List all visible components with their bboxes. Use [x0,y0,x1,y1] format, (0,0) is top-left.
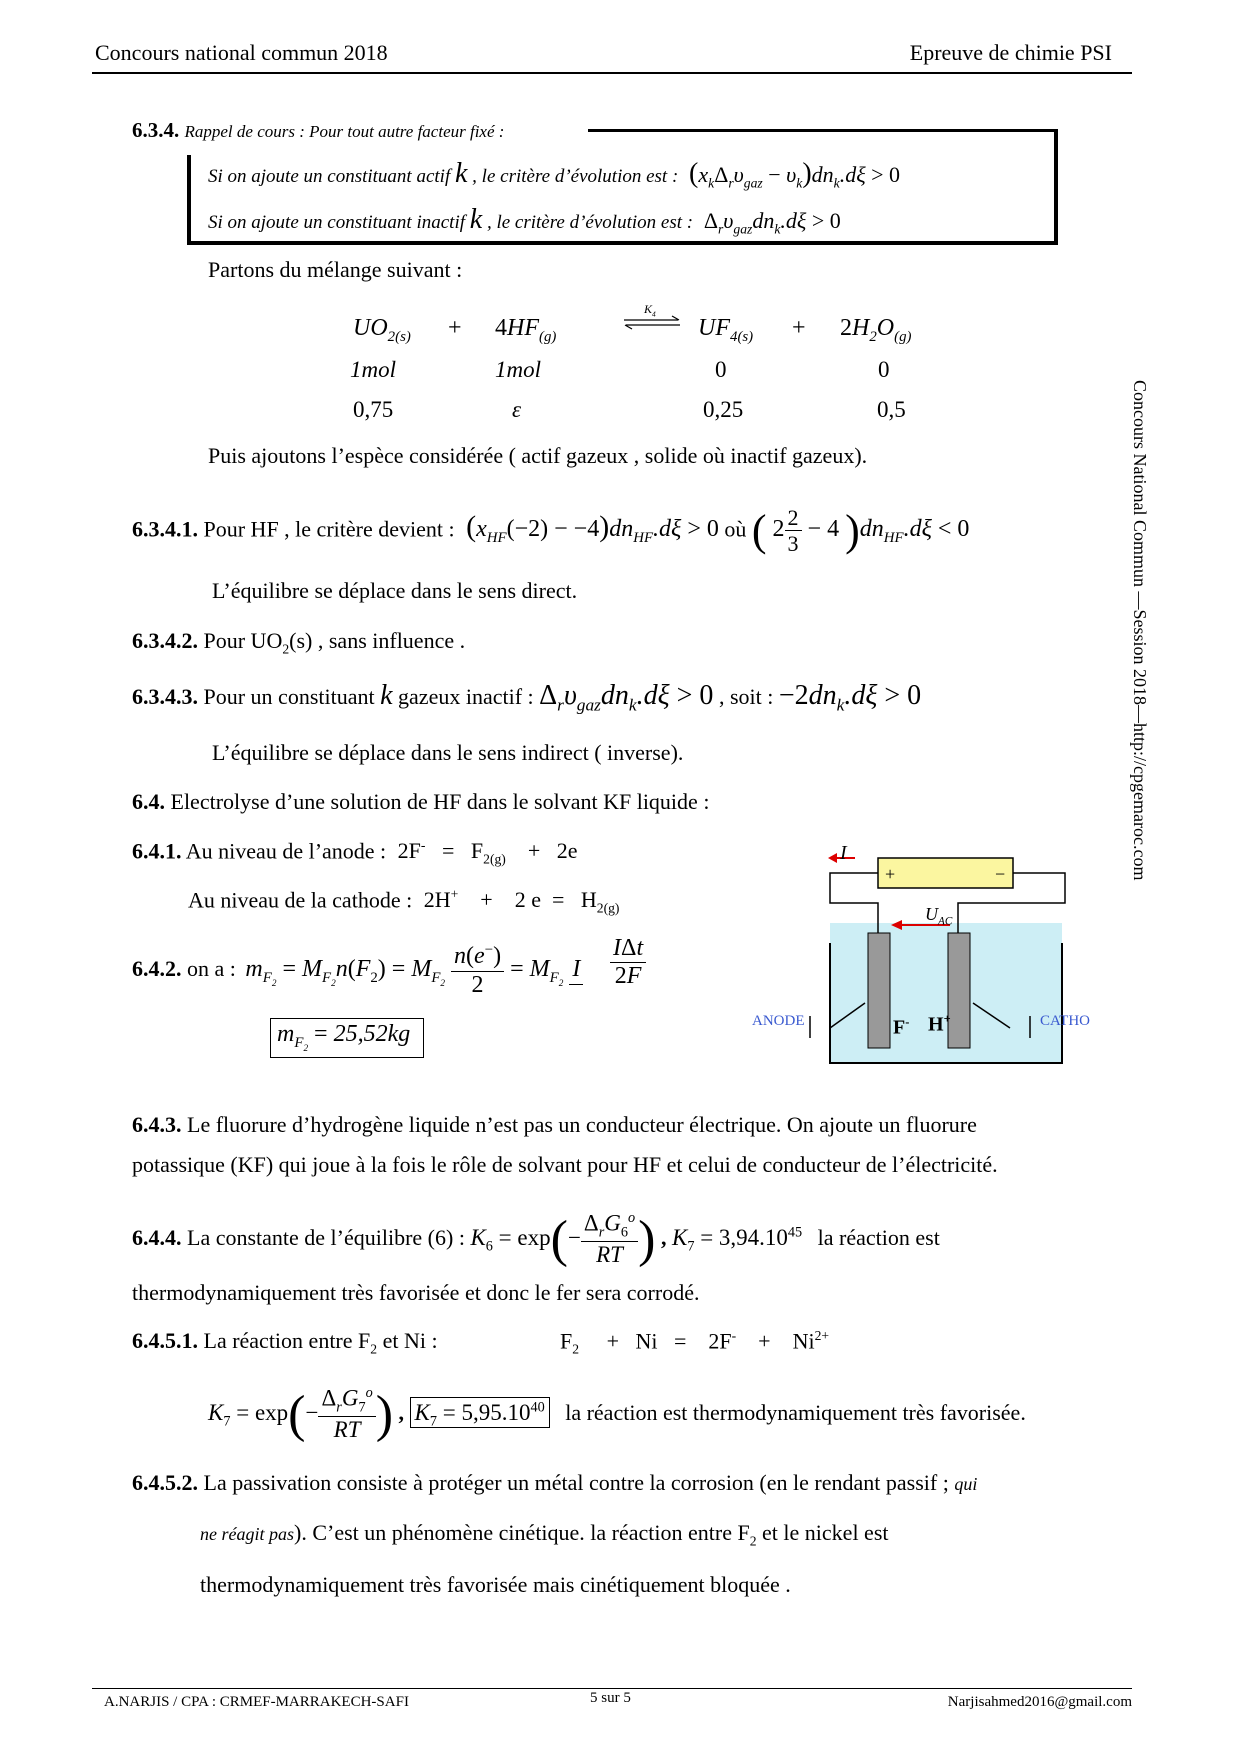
footer-right: Narjisahmed2016@gmail.com [947,1694,1132,1710]
cathode-electrode [948,933,970,1048]
row2-uf4: 0,25 [703,397,744,422]
diagram-f-ion: F- [893,1015,910,1039]
s642-line: 6.4.2. on a : $m_{F_2} = M_{F_2}n(F_2) = M_{F_2}$ $\frac{n(e^-)}{2}$ = $M_{F_2}$ I [132,942,583,999]
s634-line1: Si on ajoute un constituant actif k , le critère d’évolution est : $(x_k\Delta_r\upsilon_{gaz} - \upsilon_k)dn_k.d\xi > 0$ [208,158,901,191]
s643-line2: potassique (KF) qui joue à la fois le rôle de solvant pour HF et celui de conducteur de l’électricité. [132,1152,998,1177]
row1-uo2: 1mol [350,357,396,382]
row1-uf4: 0 [715,357,727,382]
eq-uo2: $UO_{2(s)}$ [353,315,411,345]
row2-hf: ε [512,397,522,422]
box-right-rule [1054,129,1058,245]
box-top-rule [588,129,1058,132]
row2-uo2: 0,75 [353,397,394,422]
eq-uf4: $UF_{4(s)}$ [698,315,754,345]
s642-result: $m_{F_2} = 25,52kg$ [277,1021,411,1053]
eq-h2o: $2H_2O_{(g)}$ [840,315,912,345]
eq-arrow: $K_4$ [622,306,682,336]
s6341-line: 6.3.4.1. Pour HF , le critère devient : $(x_{HF}(-2) - -4)dn_{HF}.d\xi > 0$ où ( 2 $\frac{2}{3}$ − 4 )$dn_{HF}.d\xi < 0$ [132,505,970,557]
diagram-cathode-label: CATHO [1040,1013,1091,1029]
s6451-equation: $F_2$ + Ni = 2F- + $Ni^{2+}$ [560,1328,830,1357]
box-left-rule [187,155,191,245]
mix-after: Puis ajoutons l’espèce considérée ( actif gazeux , solide où inactif gazeux). [208,443,868,468]
electrolysis-diagram [745,838,1100,1068]
diagram-uac: $U_{AC}$ [925,904,953,928]
diagram-minus: − [995,864,1006,884]
electrolyte [830,923,1062,1063]
s634-line2: Si on ajoute un constituant inactif k , le critère d’évolution est : $\Delta_r\upsilon_{gaz}dn_k.d\xi > 0$ [208,204,841,237]
s643-line1: 6.4.3. Le fluorure d’hydrogène liquide n’est pas un conducteur électrique. On ajoute un fluorure [132,1112,977,1137]
s641-anode: 6.4.1. Au niveau de l’anode : $2F^- = F_{2(g)}$ + 2e [132,838,578,867]
side-text: Concours National Commun —Session 2018—http://cpgemaroc.com [1130,380,1150,881]
s6452-line1: 6.4.5.2. La passivation consiste à protéger un métal contre la corrosion (en le rendant passif ; qui [132,1470,978,1495]
s64-line: 6.4. Electrolyse d’une solution de HF dans le solvant KF liquide : [132,789,710,814]
s644-line2: thermodynamiquement très favorisée et donc le fer sera corrodé. [132,1280,700,1305]
s6451-k7: $K_7 = \exp(-$ $\frac{\Delta_rG_7^o}{RT}$ ) , $K_7 = 5,95.10^{40}$ la réaction est thermodynamiquement très favorisée. [208,1385,1026,1443]
s634-heading: 6.3.4. Rappel de cours : Pour tout autre facteur fixé : [132,118,505,142]
row1-h2o: 0 [878,357,890,382]
header-right: Epreuve de chimie PSI [909,40,1112,65]
s6343-conclusion: L’équilibre se déplace dans le sens indirect ( inverse). [212,740,684,765]
row1-hf: 1mol [495,357,541,382]
header-left: Concours national commun 2018 [95,40,388,65]
diagram-plus: + [885,864,896,884]
mix-intro: Partons du mélange suivant : [208,257,463,282]
diagram-h-ion: H+ [928,1012,951,1036]
eq-plus2: + [792,315,806,341]
s6451-line: 6.4.5.1. La réaction entre $F_2$ et Ni : [132,1328,438,1357]
anode-electrode [868,933,890,1048]
header-rule [92,72,1132,74]
s6452-line3: thermodynamiquement très favorisée mais cinétiquement bloquée . [200,1572,791,1597]
footer-left: A.NARJIS / CPA : CRMEF-MARRAKECH-SAFI [104,1694,409,1710]
s644-line: 6.4.4. La constante de l’équilibre (6) : $K_6 = \exp(-$ $\frac{\Delta_rG_6^o}{RT}$ ) , $K_7 = 3,94.10^{45}$ la réaction est [132,1210,940,1268]
footer-page: 5 sur 5 [590,1690,631,1706]
diagram-current: I [840,842,847,864]
s642-frac: IΔt 2F [610,935,646,990]
box-bottom-rule [187,241,1058,245]
s6342-line: 6.3.4.2. Pour $UO_2(s)$ , sans influence . [132,628,466,657]
footer-rule [92,1688,1132,1689]
generator [878,858,1013,888]
s6452-line2: ne réagit pas). C’est un phénomène cinétique. la réaction entre $F_2$ et le nickel est [200,1520,889,1549]
s641-cathode: Au niveau de la cathode : 2H+ + 2 $e = H_{2(g)}$ [188,887,620,916]
eq-hf: $4HF_{(g)}$ [495,315,557,345]
row2-h2o: 0,5 [877,397,906,422]
s6341-conclusion: L’équilibre se déplace dans le sens direct. [212,578,578,603]
eq-plus1: + [448,315,462,341]
diagram-anode-label: ANODE [752,1013,805,1029]
s6343-line: 6.3.4.3. Pour un constituant k gazeux inactif : $\Delta_r\upsilon_{gaz}dn_k.d\xi > 0$ , soit : $-2dn_k.d\xi > 0$ [132,680,922,715]
